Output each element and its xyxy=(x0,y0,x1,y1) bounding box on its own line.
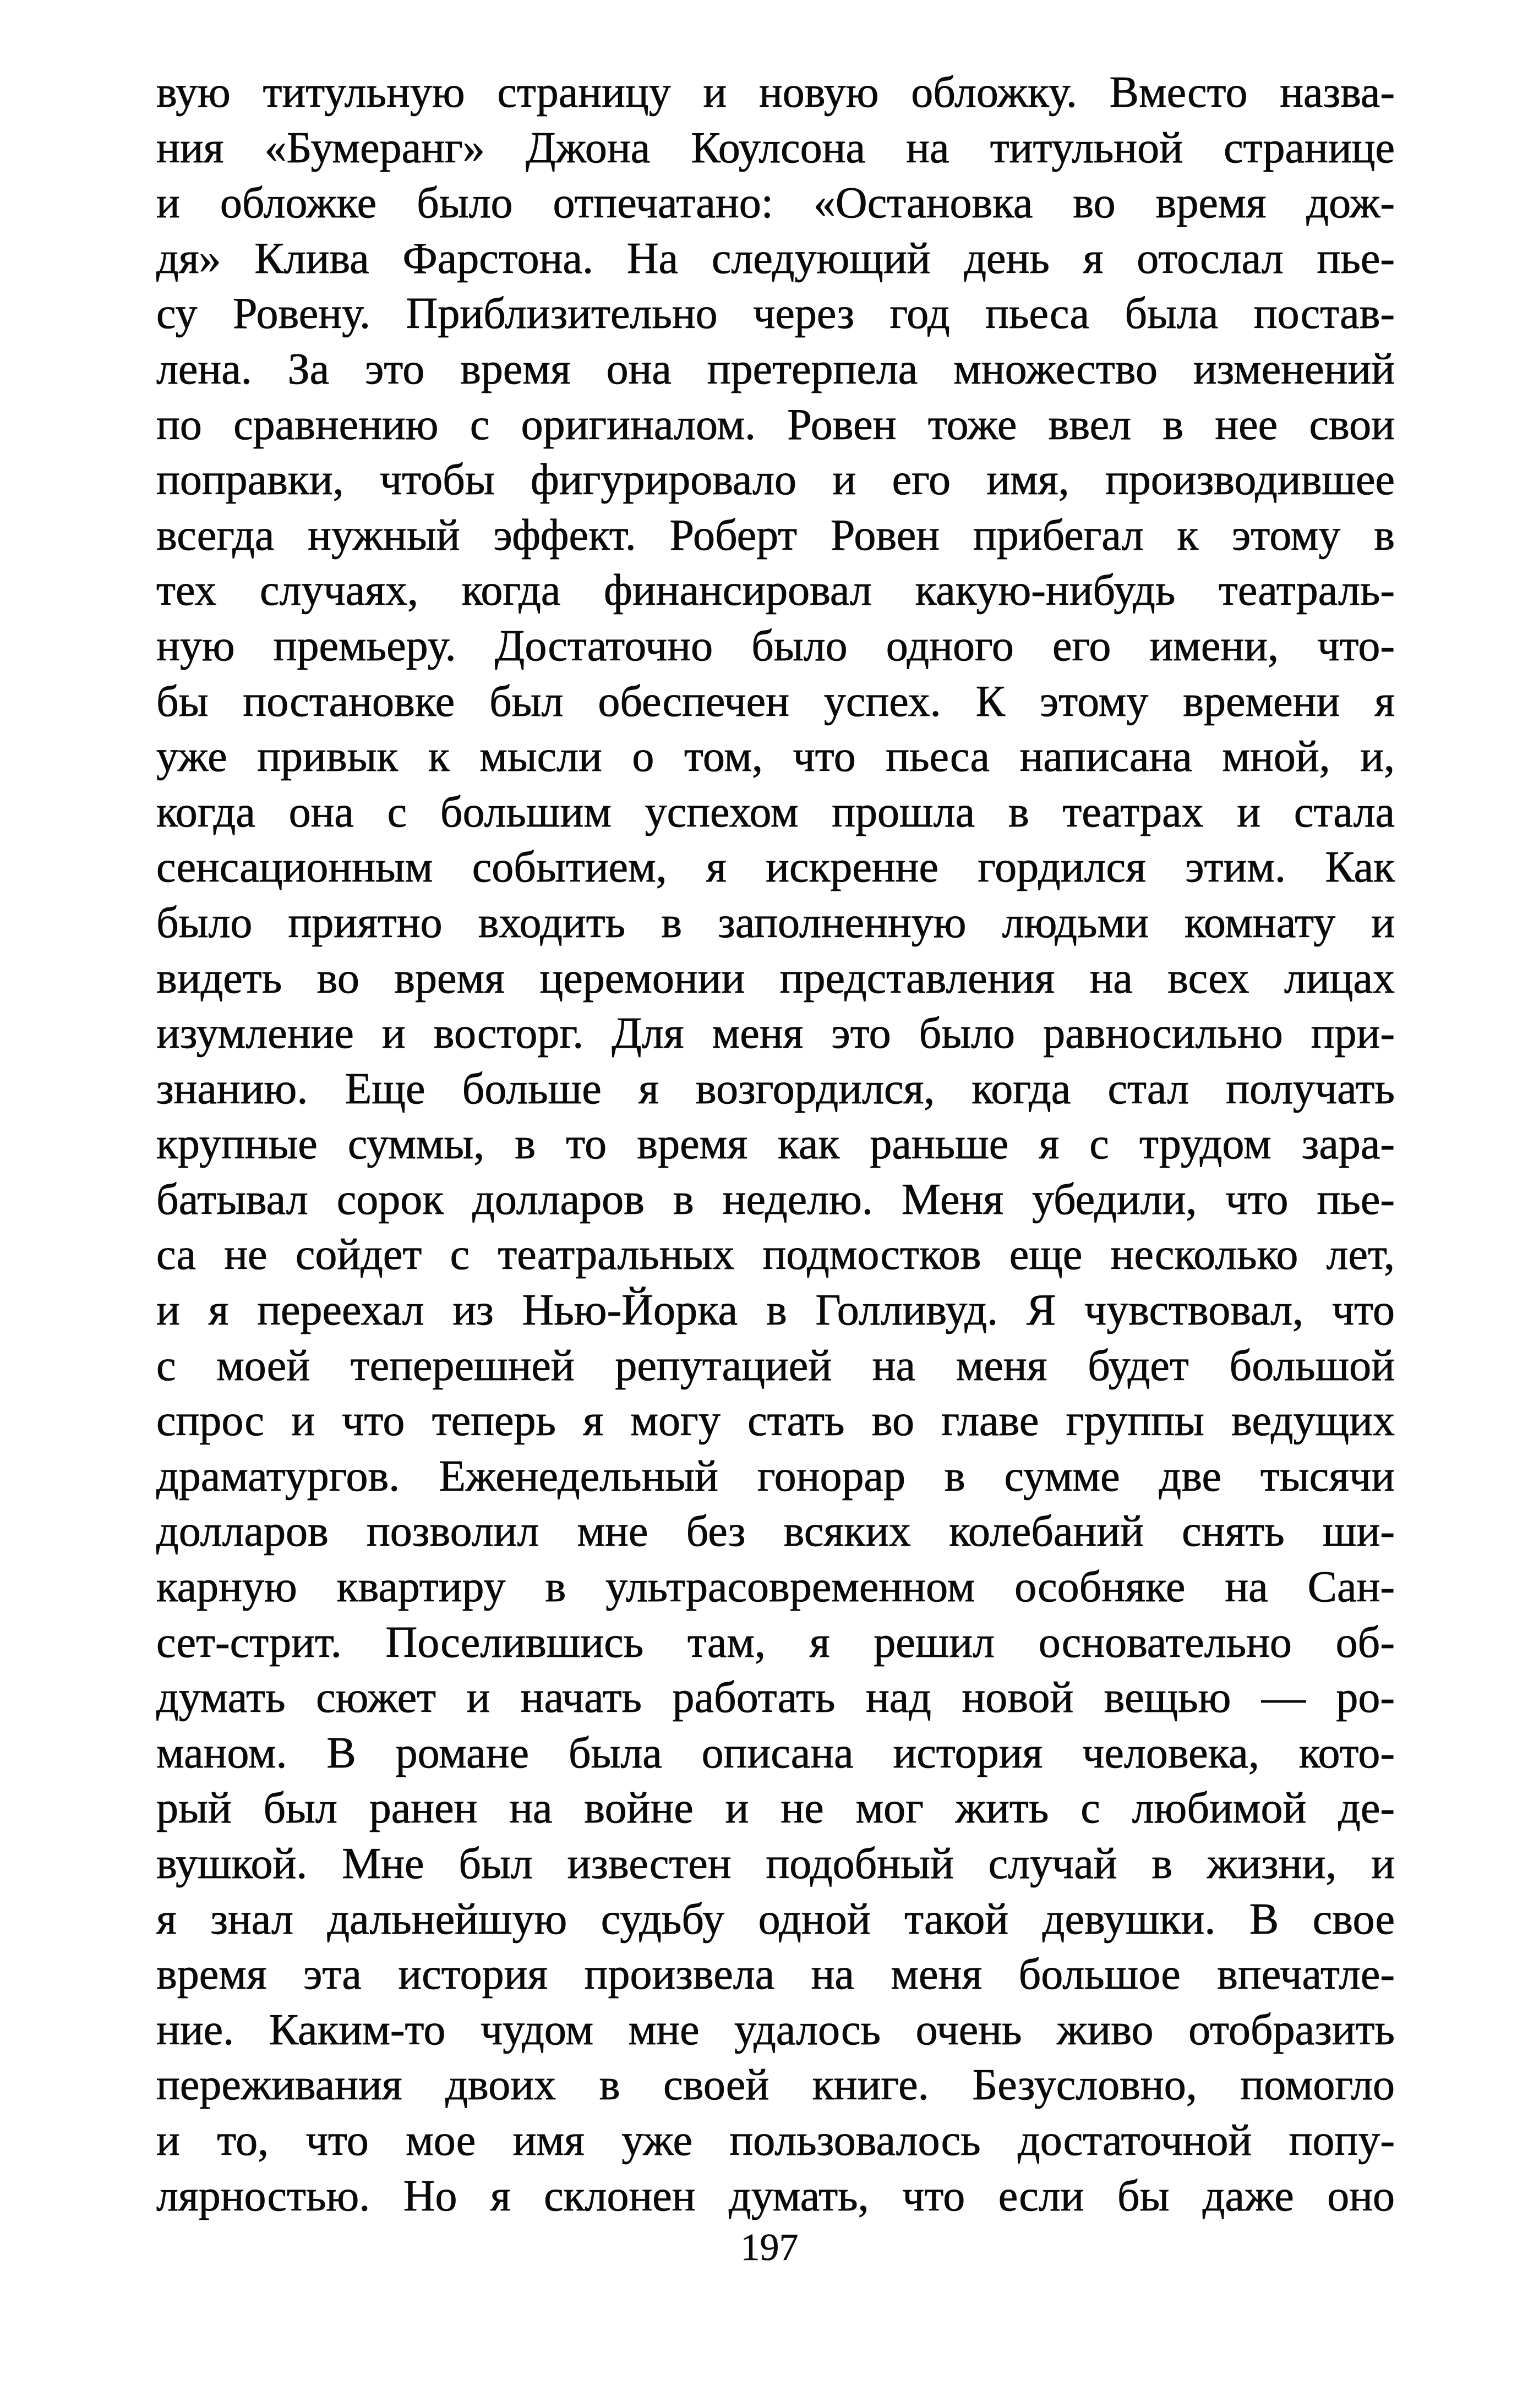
text-line: было приятно входить в заполненную людьми комнату и xyxy=(156,898,1395,947)
text-line: ния «Бумеранг» Джона Коулсона на титульной странице xyxy=(156,123,1395,172)
text-line: поправки, чтобы фигурировало и его имя, производившее xyxy=(156,456,1395,505)
text-line: переживания двоих в своей книге. Безусловно, помогло xyxy=(156,2061,1395,2110)
text-line: рый был ранен на войне и не мог жить с любимой де- xyxy=(156,1784,1395,1833)
text-line: когда она с большим успехом прошла в театрах и стала xyxy=(156,787,1395,836)
text-line: вушкой. Мне был известен подобный случай в жизни, и xyxy=(156,1840,1395,1888)
text-line: и я переехал из Нью-Йорка в Голливуд. Я чувствовал, что xyxy=(156,1286,1395,1335)
text-line: спрос и что теперь я могу стать во главе группы ведущих xyxy=(156,1397,1395,1446)
text-line: драматургов. Еженедельный гонорар в сумме две тысячи xyxy=(156,1452,1395,1501)
text-line: сет-стрит. Поселившись там, я решил основательно об- xyxy=(156,1618,1395,1667)
body-text xyxy=(156,65,1395,2224)
text-line: ную премьеру. Достаточно было одного его имени, что- xyxy=(156,621,1395,670)
page-number: 197 xyxy=(740,2226,799,2269)
text-line: изумление и восторг. Для меня это было равносильно при- xyxy=(156,1009,1395,1058)
text-line: су Ровену. Приблизительно через год пьеса была постав- xyxy=(156,289,1395,338)
text-line: время эта история произвела на меня большое впечатле- xyxy=(156,1950,1395,1999)
text-line: я знал дальнейшую судьбу одной такой девушки. В свое xyxy=(156,1895,1395,1944)
text-line: всегда нужный эффект. Роберт Ровен прибегал к этому в xyxy=(156,511,1395,560)
text-line: тех случаях, когда финансировал какую-нибудь театраль- xyxy=(156,566,1395,615)
text-line: ние. Каким-то чудом мне удалось очень живо отобразить xyxy=(156,2005,1395,2054)
text-line: са не сойдет с театральных подмостков еще несколько лет, xyxy=(156,1230,1395,1279)
text-line: долларов позволил мне без всяких колебаний снять ши- xyxy=(156,1507,1395,1556)
text-line: думать сюжет и начать работать над новой вещью — ро- xyxy=(156,1673,1395,1722)
text-line: видеть во время церемонии представления на всех лицах xyxy=(156,954,1395,1003)
text-line: карную квартиру в ультрасовременном особняке на Сан- xyxy=(156,1563,1395,1612)
text-line: уже привык к мысли о том, что пьеса написана мной, и, xyxy=(156,732,1395,781)
text-line: с моей теперешней репутацией на меня будет большой xyxy=(156,1341,1395,1390)
text-line: лярностью. Но я склонен думать, что если бы даже оно xyxy=(156,2171,1395,2220)
text-line: по сравнению с оригиналом. Ровен тоже ввел в нее свои xyxy=(156,400,1395,449)
text-line: маном. В романе была описана история человека, кото- xyxy=(156,1728,1395,1777)
text-line: лена. За это время она претерпела множество изменений xyxy=(156,344,1395,393)
text-line: батывал сорок долларов в неделю. Меня убедили, что пье- xyxy=(156,1175,1395,1224)
text-line: вую титульную страницу и новую обложку. Вместо назва- xyxy=(156,68,1395,117)
text-line: крупные суммы, в то время как раньше я с трудом зара- xyxy=(156,1120,1395,1169)
text-line: сенсационным событием, я искренне гордился этим. Как xyxy=(156,843,1395,892)
text-line: и то, что мое имя уже пользовалось достаточной попу- xyxy=(156,2116,1395,2165)
text-line: бы постановке был обеспечен успех. К этому времени я xyxy=(156,677,1395,726)
text-line: и обложке было отпечатано: «Остановка во время дож- xyxy=(156,179,1395,228)
text-line: знанию. Еще больше я возгордился, когда стал получать xyxy=(156,1064,1395,1113)
text-line: дя» Клива Фарстона. На следующий день я отослал пье- xyxy=(156,234,1395,283)
